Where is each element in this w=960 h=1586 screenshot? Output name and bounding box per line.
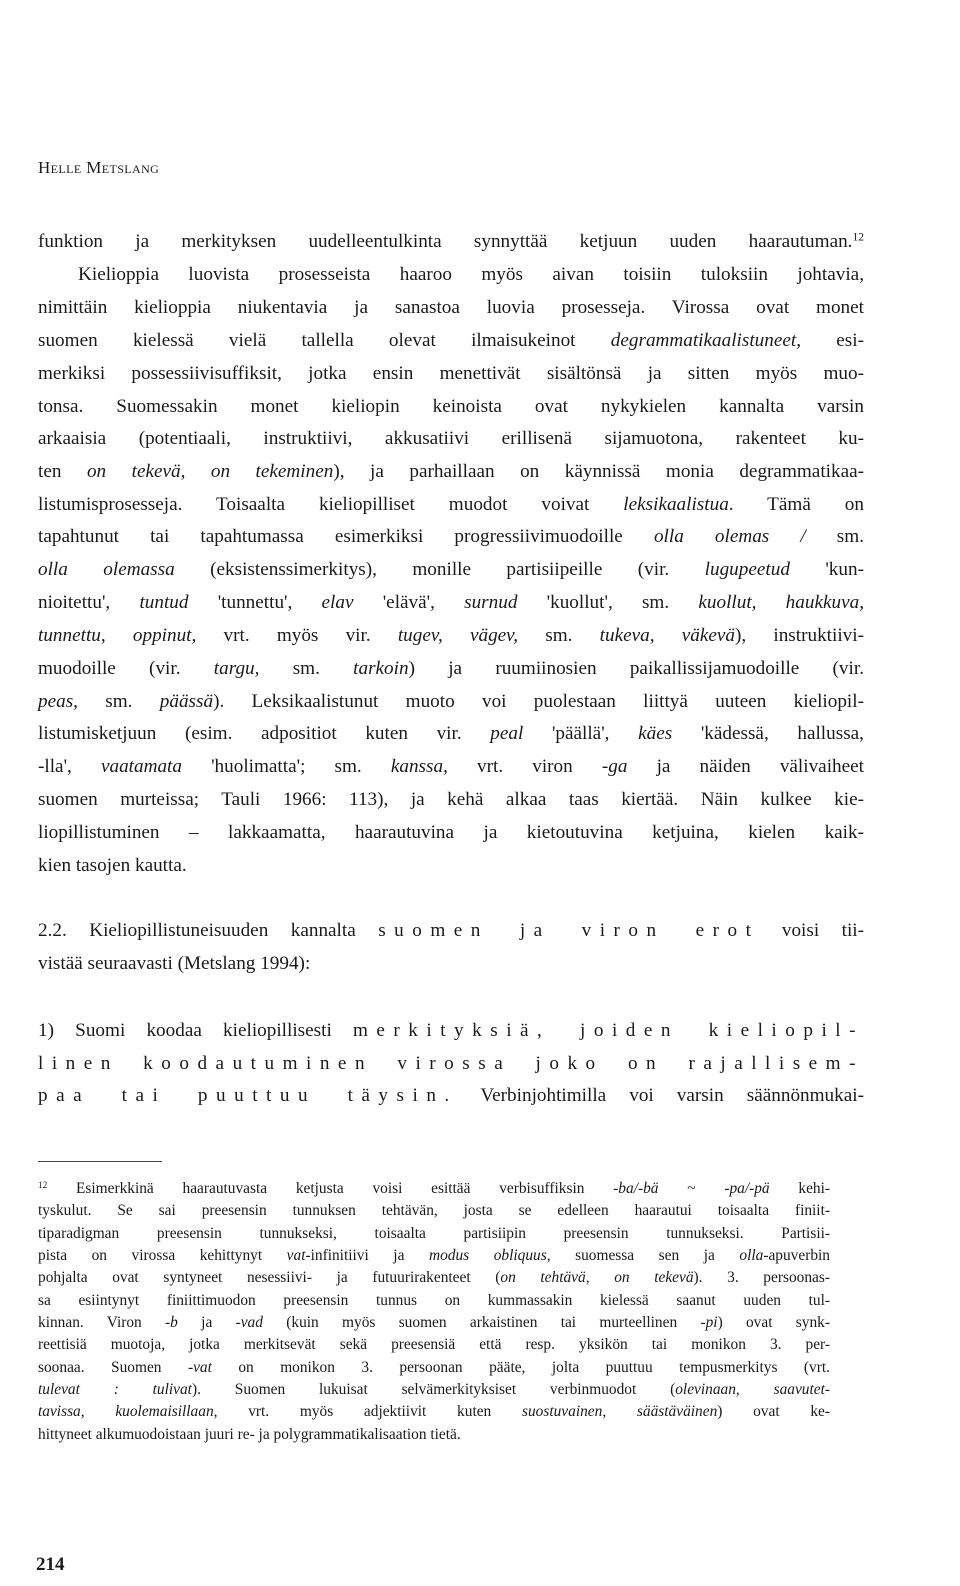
body-line: arkaaisia (potentiaali, instruktiivi, akkusatiivi erillisenä sijamuotona, rakenteet ku-: [38, 428, 864, 449]
italic-term: -b: [165, 1314, 178, 1331]
footnote-line: $^{12}$ Esimerkkinä haarautuvasta ketjusta voisi esittää verbisuffiksin -ba/-bä ~ -pa/-pä kehi-: [38, 1179, 830, 1197]
footnote-line: pohjalta ovat syntyneet nesessiivi- ja futuurirakenteet (on tehtävä, on tekevä). 3. persoonas-: [38, 1269, 830, 1286]
italic-term: olla olemassa: [38, 559, 175, 580]
italic-term: elav: [321, 592, 354, 613]
footnote-line: pista on virossa kehittynyt vat-infinitiivi ja modus obliquus, suomessa sen ja olla-apuverbin: [38, 1247, 830, 1264]
footnote-line: reettisiä muotoja, jotka merkitsevät sekä preesensiä että resp. yksikön tai monikon 3. per-: [38, 1336, 830, 1353]
italic-term: -vat: [187, 1359, 212, 1376]
italic-term: tukeva, väkevä: [599, 625, 735, 646]
italic-term: tuntud: [139, 592, 189, 613]
body-line: listumisprosesseja. Toisaalta kieliopilliset muodot voivat leksikaalistua. Tämä on: [38, 494, 864, 515]
body-line: [38, 1054, 864, 1073]
italic-term: olla: [739, 1247, 764, 1264]
italic-term: tarkoin: [353, 658, 409, 679]
italic-term: -pi: [700, 1314, 718, 1331]
italic-term: -ba/-bä: [613, 1180, 659, 1197]
body-line: peas, sm. päässä). Leksikaalistunut muoto voi puolestaan liittyä uuteen kieliopil-: [38, 691, 864, 712]
italic-term: olla olemas /: [653, 526, 837, 547]
italic-term: modus obliquus: [428, 1247, 547, 1264]
spaced-emphasis: merkityksiä, joiden kieliopil-: [352, 1020, 864, 1041]
body-line: paa tai puuttuu täysin. Verbinjohtimilla voi varsin säännönmukai-: [38, 1085, 864, 1106]
italic-term: kanssa,: [390, 756, 448, 777]
italic-term: peas,: [38, 691, 78, 712]
italic-term: lugupeetud: [704, 559, 790, 580]
italic-term: targu,: [213, 658, 260, 679]
footnote-line: soonaa. Suomen -vat on monikon 3. persoonan pääte, jolta puuttuu tempusmerkitys (vrt.: [38, 1359, 830, 1376]
italic-term: degrammatikaalistuneet: [610, 330, 797, 351]
body-line: merkiksi possessiivisuffiksit, jotka ensin menettivät sisältönsä ja sitten myös muo-: [38, 363, 864, 384]
body-line: tunnettu, oppinut, vrt. myös vir. tugev, vägev, sm. tukeva, väkevä), instruktiivi-: [38, 625, 864, 646]
spaced-emphasis: suomen ja viron erot: [378, 920, 760, 941]
body-line: 2.2. Kieliopillistuneisuuden kannalta suomen ja viron erot voisi tii-: [38, 920, 864, 941]
footnote-ref: 12: [852, 231, 864, 244]
body-line: olla olemassa (eksistenssimerkitys), monille partisiipeille (vir. lugupeetud 'kun-: [38, 559, 864, 580]
italic-term: suostuvainen, säästäväinen: [521, 1403, 718, 1420]
italic-term: -ga: [601, 756, 628, 777]
spaced-emphasis: linen koodautuminen virossa joko on rajallisem-: [38, 1053, 864, 1074]
footnote-line: hittyneet alkumuodoistaan juuri re- ja polygrammatikalisaation tietä.: [38, 1426, 461, 1443]
footnote-line: kinnan. Viron -b ja -vad (kuin myös suomen arkaistinen tai murteellinen -pi) ovat synk-: [38, 1314, 830, 1331]
running-header: Helle Metslang: [38, 158, 160, 177]
body-line: muodoille (vir. targu, sm. tarkoin) ja ruumiinosien paikallissijamuodoille (vir.: [38, 658, 864, 679]
italic-term: kuollut, haukkuva,: [698, 592, 864, 613]
body-line: -lla', vaatamata 'huolimatta'; sm. kanssa, vrt. viron -ga ja näiden välivaiheet: [38, 756, 864, 777]
body-line: kien tasojen kautta.: [38, 855, 187, 876]
italic-term: tunnettu, oppinut,: [38, 625, 197, 646]
italic-term: päässä: [159, 691, 214, 712]
footnote-line: tyskulut. Se sai preesensin tunnuksen tehtävän, josta se edelleen haarautui toisaalta finiit-: [38, 1202, 830, 1219]
italic-term: -vad: [235, 1314, 263, 1331]
body-line: tapahtunut tai tapahtumassa esimerkiksi progressiivimuodoille olla olemas / sm.: [38, 526, 864, 547]
italic-term: on tehtävä, on tekevä: [500, 1269, 694, 1286]
footnote-line: sa esiintynyt finiittimuodon preesensin tunnus on kummassakin kielessä saanut uuden tul-: [38, 1292, 830, 1309]
body-line: nioitettu', tuntud 'tunnettu', elav 'elävä', surnud 'kuollut', sm. kuollut, haukkuva,: [38, 592, 864, 613]
italic-term: tugev, vägev,: [397, 625, 519, 646]
body-line: suomen murteissa; Tauli 1966: 113), ja kehä alkaa taas kiertää. Näin kulkee kie-: [38, 789, 864, 810]
body-line: tonsa. Suomessakin monet kieliopin keinoista ovat nykykielen kannalta varsin: [38, 396, 864, 417]
footnote-line: tiparadigman preesensin tunnukseksi, toisaalta partisiipin preesensin tunnukseksi. Partisii-: [38, 1225, 830, 1242]
italic-term: olevinaan, saavutet-: [675, 1381, 831, 1398]
italic-term: surnud: [464, 592, 518, 613]
footnote-line: tulevat : tulivat). Suomen lukuisat selvämerkityksiset verbinmuodot (olevinaan, saavutet-: [38, 1381, 831, 1398]
italic-term: tulevat : tulivat: [38, 1381, 192, 1398]
body-line: listumisketjuun (esim. adpositiot kuten vir. peal 'päällä', käes 'kädessä, hallussa,: [38, 723, 864, 744]
body-line: Kielioppia luovista prosesseista haaroo myös aivan toisiin tuloksiin johtavia,: [78, 264, 864, 285]
italic-term: leksikaalistua: [623, 494, 729, 515]
italic-term: käes: [638, 723, 673, 744]
body-line: vistää seuraavasti (Metslang 1994):: [38, 953, 311, 974]
body-line: funktion ja merkityksen uudelleentulkinta synnyttää ketjuun uuden haarautuman.$^{12}$: [38, 231, 864, 252]
italic-term: -pa/-pä: [724, 1180, 770, 1197]
italic-term: tavissa, kuolemaisillaan,: [38, 1403, 218, 1420]
footnote-rule: [38, 1161, 162, 1162]
italic-term: peal: [490, 723, 524, 744]
body-line: ten on tekevä, on tekeminen), ja parhaillaan on käynnissä monia degrammatikaa-: [38, 461, 864, 482]
page-number: 214: [36, 1554, 65, 1575]
italic-term: vat: [286, 1247, 306, 1264]
spaced-emphasis: paa tai puuttuu täysin.: [38, 1085, 458, 1106]
body-line: suomen kielessä vielä tallella olevat ilmaisukeinot degrammatikaalistuneet, esi-: [38, 330, 864, 351]
italic-term: vaatamata: [100, 756, 182, 777]
footnote-line: tavissa, kuolemaisillaan, vrt. myös adjektiivit kuten suostuvainen, säästäväinen) ovat ke-: [38, 1403, 830, 1420]
footnote-ref: 12: [38, 1179, 48, 1190]
body-line: nimittäin kielioppia niukentavia ja sanastoa luovia prosesseja. Virossa ovat monet: [38, 297, 864, 318]
body-line: 1) Suomi koodaa kieliopillisesti merkityksiä, joiden kieliopil-: [38, 1020, 864, 1041]
italic-term: on tekevä, on tekeminen: [86, 461, 334, 482]
body-line: liopillistuminen – lakkaamatta, haarautuvina ja kietoutuvina ketjuina, kielen kaik-: [38, 822, 864, 843]
